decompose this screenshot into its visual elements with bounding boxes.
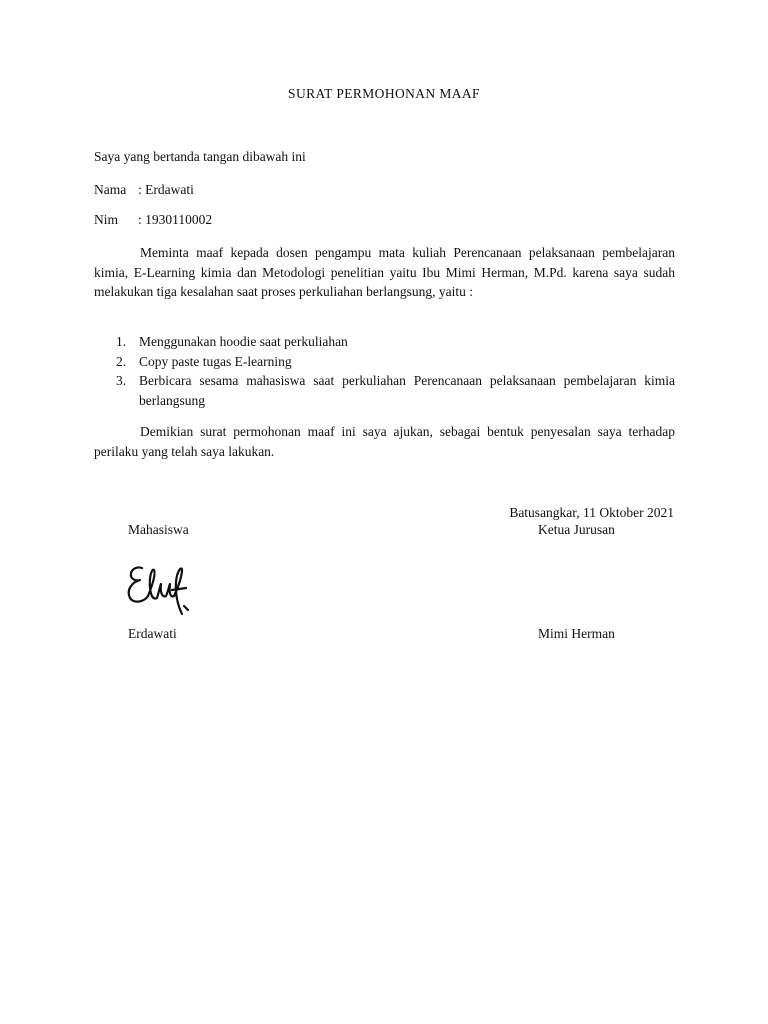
name-label: Nama — [94, 182, 127, 197]
student-role: Mahasiswa — [128, 522, 189, 537]
place-date: Batusangkar, 11 Oktober 2021 — [509, 505, 674, 520]
head-name: Mimi Herman — [538, 626, 615, 641]
mistakes-list — [94, 332, 675, 410]
list-item-text: Berbicara sesama mahasiswa saat perkuliahan Perencanaan pelaksanaan pembelajaran kimia berlangsung — [139, 373, 675, 408]
list-item-number: 1. — [116, 334, 127, 349]
nim-value: : 1930110002 — [138, 212, 213, 227]
head-role: Ketua Jurusan — [538, 522, 615, 537]
body-paragraph: Meminta maaf kepada dosen pengampu mata kuliah Perencanaan pelaksanaan pembelajaran kimia, E-Learning kimia dan Metodologi penelitian yaitu Ibu Mimi Herman, M.Pd. karena saya sudah melakukan tiga kesalahan saat proses perkuliahan berlangsung, yaitu : — [94, 245, 675, 299]
name-value: : Erdawati — [138, 182, 194, 197]
list-item-text: Menggunakan hoodie saat perkuliahan — [139, 334, 348, 349]
student-name: Erdawati — [128, 626, 177, 641]
list-item — [94, 371, 675, 410]
closing-paragraph: Demikian surat permohonan maaf ini saya ajukan, sebagai bentuk penyesalan saya terhadap perilaku yang telah saya lakukan. — [94, 424, 675, 459]
list-item-text: Copy paste tugas E-learning — [139, 353, 292, 369]
student-signature — [122, 560, 194, 618]
letter-title: SURAT PERMOHONAN MAAF — [288, 86, 480, 101]
nim-row — [94, 212, 212, 228]
list-item-number: 3. — [116, 373, 127, 388]
list-item — [94, 352, 675, 372]
opening-line: Saya yang bertanda tangan dibawah ini — [94, 149, 306, 164]
list-item-number: 2. — [116, 353, 127, 369]
list-item — [94, 332, 675, 352]
nim-label: Nim — [94, 212, 119, 227]
name-row — [94, 182, 194, 198]
